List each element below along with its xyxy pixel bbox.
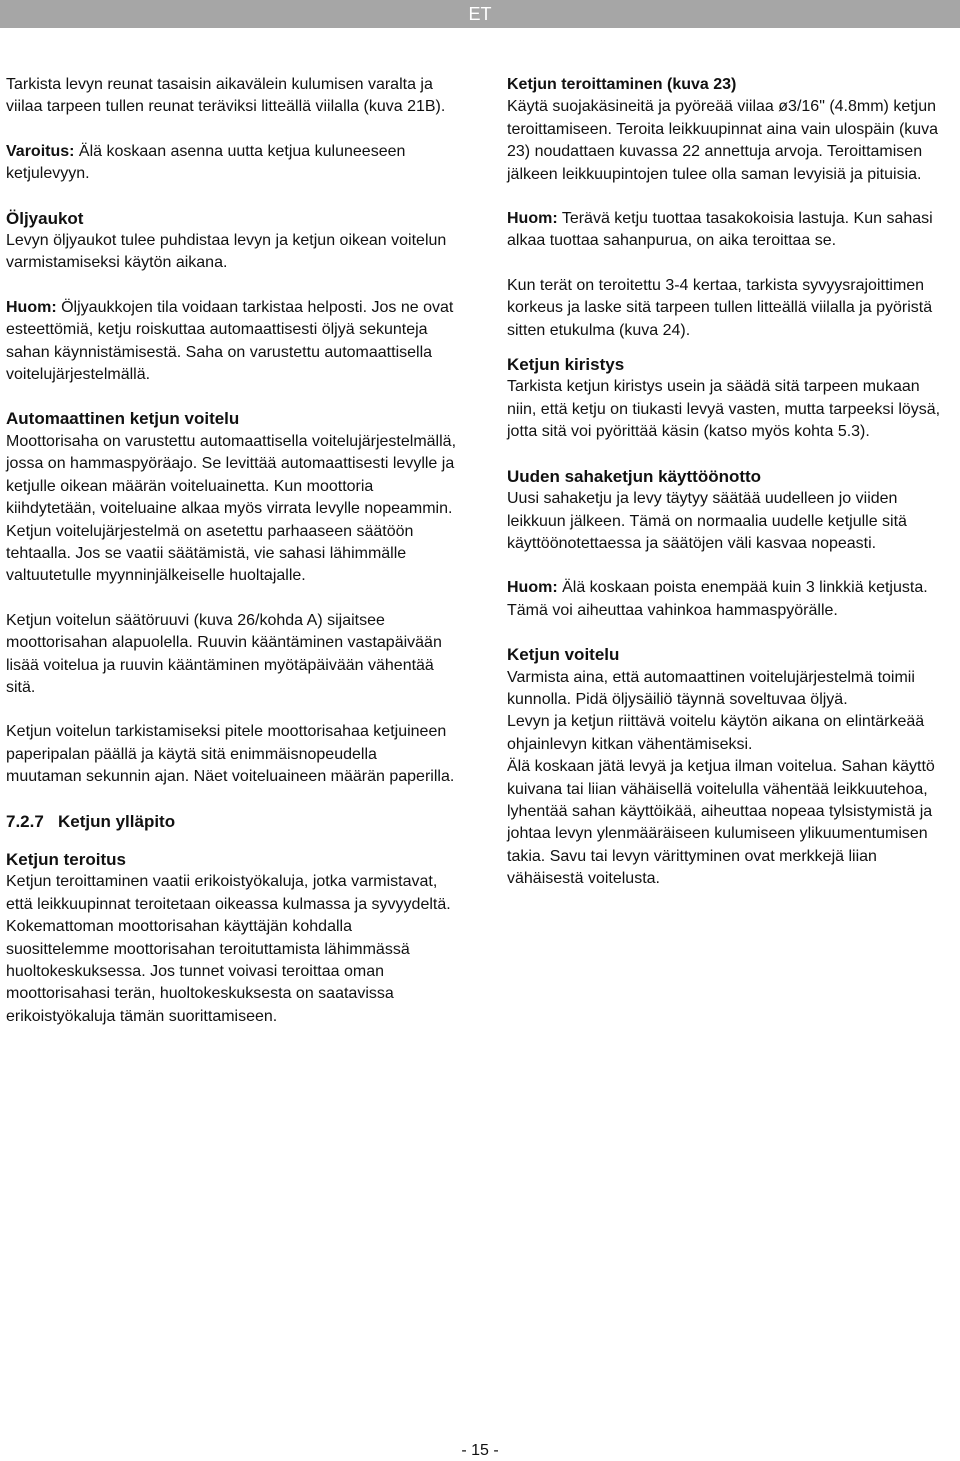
depth-gauge-paragraph [507,275,952,342]
note-label: Huom: [6,298,57,316]
chain-lube-section [507,644,952,890]
oil-holes-section [6,208,456,275]
links-note [507,577,952,622]
oil-holes-heading: Öljyaukot [6,208,84,228]
note-text: Terävä ketju tuottaa tasakokoisia lastuja. Kun sahasi alkaa tuottaa sahanpurua, on aika teroittaa se. [507,210,933,250]
chain-lube-text-2: Levyn ja ketjun riittävä voitelu käytön aikana on elintärkeää ohjainlevyn kitkan vähentämiseksi. [507,713,925,753]
new-chain-heading: Uuden sahaketjun käyttöönotto [507,466,762,486]
auto-lubrication-section [6,408,456,587]
note-label: Huom: [507,579,558,597]
bar-edge-paragraph [6,74,456,119]
section-number: 7.2.7 [6,811,44,831]
warning-paragraph [6,141,456,186]
adjust-screw-paragraph [6,610,456,700]
chain-lube-heading: Ketjun voitelu [507,645,620,665]
chain-tension-section [507,354,952,444]
left-column [6,74,456,1028]
note-text: Öljyaukkojen tila voidaan tarkistaa helposti. Jos ne ovat esteettömiä, ketju roiskuttaa automaattisesti öljyä sekunteja sahan käynnistämisestä. Saha on varustettu automaattisella voitelujärjestelmällä. [6,298,454,384]
warning-text: Älä koskaan asenna uutta ketjua kuluneeseen ketjulevyyn. [6,142,406,183]
new-chain-text: Uusi sahaketju ja levy täytyy säätää uudelleen jo viiden leikkuun jälkeen. Tämä on normaalia uudelle ketjulle sitä käyttöönotettaessa ja säätöjen väli kasvaa nopeasti. [507,490,907,552]
auto-lubrication-text: Moottorisaha on varustettu automaattisella voitelujärjestelmällä, jossa on hammaspyöräajo. Se levittää automaattisesti levylle ja ketjulle oikean määrän voiteluainetta. Kun moottoria kiihdytetään, voiteluaine alkaa myös virrata levylle nopeammin. Ketjun voitelujärjestelmä on asetettu parhaaseen säätöön tehtaalla. Jos se vaatii säätämistä, vie sahasi lähimmälle valtuutetulle myynninjälkeiselle huoltajalle. [6,432,457,585]
chain-tension-heading: Ketjun kiristys [507,355,625,375]
depth-gauge-text: Kun terät on teroitettu 3-4 kertaa, tarkista syvyysrajoittimen korkeus ja laske sitä tarpeen tullen litteällä viilalla ja pyöristä sitten etukulma (kuva 24). [507,276,933,339]
lube-check-paragraph [6,721,456,788]
auto-lubrication-heading: Automaattinen ketjun voitelu [6,409,240,429]
new-chain-section [507,466,952,556]
chain-sharpening-section [507,74,952,186]
chain-sharpening-heading: Ketjun teroittaminen (kuva 23) [507,76,737,93]
chain-tension-text: Tarkista ketjun kiristys usein ja säädä sitä tarpeen mukaan niin, että ketju on tiukasti levyä vasten, mutta tarpeeksi löysä, jotta sitä voi pyörittää käsin (katso myös kohta 5.3). [507,378,941,441]
chain-lube-text-3: Älä koskaan jätä levyä ja ketjua ilman voitelua. Sahan käyttö kuivana tai liian vähäisellä voitelulla vähentää leikkuutehoa, lyhentää sahan käyttöikää, aiheuttaa nopeaa tylsistymistä ja johtaa levyn ylenmääräiseen kulumiseen ylikuumentumisen takia. Savu tai levyn värittyminen ovat merkkejä liian vähäisestä voitelusta. [507,758,935,888]
section-heading [6,811,456,833]
chain-sharpening-text: Käytä suojakäsineitä ja pyöreää viilaa ø3/16" (4.8mm) ketjun teroittamiseen. Teroita leikkuupinnat aina vain ulospäin (kuva 23) noudattaen kuvassa 22 annettuja arvoja. Teroittamisen jälkeen leikkuupintojen tulee olla saman levyisiä ja pituisia. [507,98,939,183]
sharpening-heading: Ketjun teroitus [6,849,126,869]
sharp-chain-note [507,208,952,253]
section-title: Ketjun ylläpito [57,811,176,831]
note-label: Huom: [507,210,558,228]
bar-edge-text: Tarkista levyn reunat tasaisin aikavälein kulumisen varalta ja viilaa tarpeen tullen reunat teräviksi litteällä viilalla (kuva 21B). [6,76,446,116]
sharpening-text: Ketjun teroittaminen vaatii erikoistyökaluja, jotka varmistavat, että leikkuupinnat teroitetaan oikeassa kulmassa ja syvyydeltä. Kokemattoman moottorisahan käyttäjän kohdalla suosittelemme moottorisahan teroituttamista lähimmässä huoltokeskuksessa. Jos tunnet voivasi teroittaa oman moottorisahasi terän, huoltokeskuksesta on saatavissa erikoistyökaluja tämän suorittamiseen. [6,873,451,1025]
adjust-screw-text: Ketjun voitelun säätöruuvi (kuva 26/kohda A) sijaitsee moottorisahan alapuolella. Ruuvin kääntäminen vastapäivään lisää voitelua ja ruuvin kääntäminen myötäpäivään vähentää sitä. [6,611,442,696]
chain-lube-text-1: Varmista aina, että automaattinen voitelujärjestelmä toimii kunnolla. Pidä öljysäiliö täynnä soveltuvaa öljyä. [507,668,915,708]
oil-holes-text: Levyn öljyaukot tulee puhdistaa levyn ja ketjun oikean voitelun varmistamiseksi käytön aikana. [6,232,447,272]
lube-check-text: Ketjun voitelun tarkistamiseksi pitele moottorisahaa ketjuineen paperipalan päällä ja käytä sitä enimmäisnopeudella muutaman sekunnin ajan. Näet voiteluaineen määrän paperilla. [6,723,455,786]
warning-label: Varoitus: [6,142,75,160]
right-column [507,74,952,891]
note-text: Älä koskaan poista enempää kuin 3 linkkiä ketjusta. Tämä voi aiheuttaa vahinkoa hammaspyörälle. [507,579,928,619]
language-tab: ET [0,0,960,28]
oil-note-paragraph [6,297,456,387]
sharpening-section [6,849,456,1028]
page-number: - 15 - [461,1442,499,1459]
